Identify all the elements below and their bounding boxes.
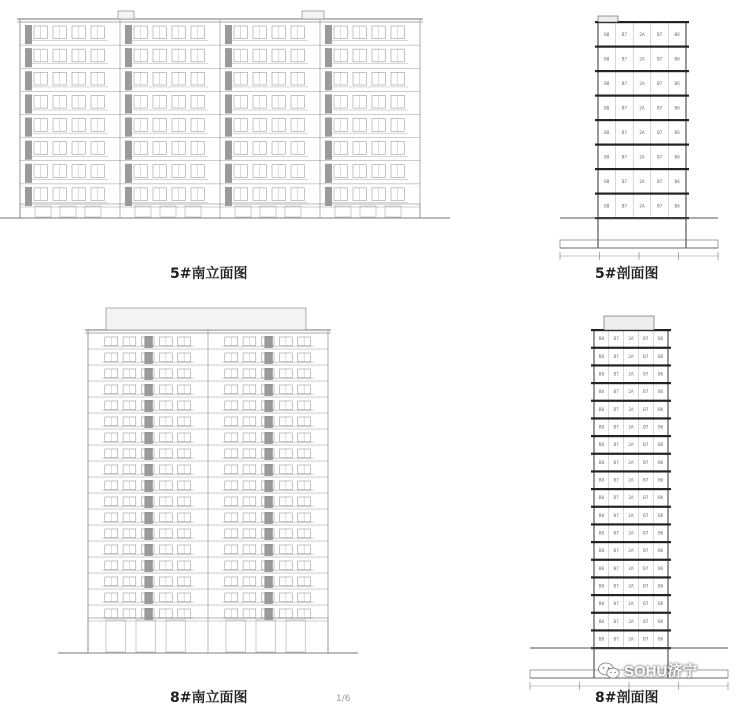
room-label: B6 xyxy=(657,424,664,430)
room-label: B7 xyxy=(621,203,628,209)
room-label: B6 xyxy=(674,203,680,209)
room-label: B7 xyxy=(656,179,663,185)
room-label: B7 xyxy=(656,56,663,62)
room-label: 2A xyxy=(639,32,645,38)
room-label: B6 xyxy=(674,179,680,185)
room-label: B7 xyxy=(643,424,649,430)
room-label: B6 xyxy=(674,130,680,136)
room-label: B6 xyxy=(657,477,664,483)
room-label: B7 xyxy=(613,495,619,501)
room-label: B8 xyxy=(598,618,605,624)
room-label: 2A xyxy=(628,601,634,607)
room-label: B7 xyxy=(621,179,628,185)
room-label: B6 xyxy=(657,336,664,342)
room-label: B6 xyxy=(657,512,664,518)
room-label: B8 xyxy=(604,179,610,185)
room-label: 2A xyxy=(639,154,645,160)
caption-5-section: 5#剖面图 xyxy=(595,266,659,282)
room-label: B7 xyxy=(613,442,619,448)
room-label: B6 xyxy=(657,371,664,377)
room-label: B8 xyxy=(604,154,610,160)
room-label: B7 xyxy=(643,336,649,342)
room-label: B7 xyxy=(643,442,649,448)
room-label: B7 xyxy=(613,389,619,395)
room-label: B8 xyxy=(598,583,605,589)
room-label: B6 xyxy=(657,618,664,624)
room-label: B7 xyxy=(656,105,663,111)
room-label: B6 xyxy=(657,353,664,359)
room-label: B8 xyxy=(598,442,605,448)
room-label: 2A xyxy=(628,424,634,430)
room-label: B7 xyxy=(613,565,619,571)
room-label: B6 xyxy=(657,530,664,536)
room-label: B8 xyxy=(598,353,605,359)
room-label: B6 xyxy=(674,154,680,160)
sohu-watermark xyxy=(598,660,697,681)
room-label: B7 xyxy=(613,530,619,536)
room-label: B8 xyxy=(598,601,605,607)
room-label: B8 xyxy=(598,495,605,501)
room-label: B7 xyxy=(613,618,619,624)
room-label: B7 xyxy=(656,130,663,136)
room-label: 2A xyxy=(628,636,634,642)
room-label: B6 xyxy=(674,56,680,62)
room-label: B8 xyxy=(604,56,610,62)
room-label: 2A xyxy=(628,512,634,518)
room-label: B8 xyxy=(598,389,605,395)
room-label: 2A xyxy=(628,353,634,359)
room-label: 2A xyxy=(628,548,634,554)
room-label: B8 xyxy=(598,548,605,554)
page-indicator: 1/6 xyxy=(336,694,351,704)
room-label: B7 xyxy=(621,105,628,111)
room-label: B7 xyxy=(643,495,649,501)
room-label: B6 xyxy=(674,81,680,87)
room-label: B7 xyxy=(621,154,628,160)
room-label: B6 xyxy=(657,583,664,589)
room-label: 2A xyxy=(639,56,645,62)
room-label: B8 xyxy=(598,459,605,465)
room-label: B8 xyxy=(604,105,610,111)
room-label: B6 xyxy=(674,32,680,38)
room-label: 2A xyxy=(628,459,634,465)
room-label: B7 xyxy=(621,32,628,38)
room-label: B7 xyxy=(613,512,619,518)
room-label: 2A xyxy=(639,105,645,111)
room-label: 2A xyxy=(628,530,634,536)
room-label: B7 xyxy=(643,618,649,624)
room-label: B7 xyxy=(656,81,663,87)
room-label: B7 xyxy=(613,336,619,342)
room-label: B7 xyxy=(643,353,649,359)
room-label: B7 xyxy=(613,548,619,554)
section-8-drawing xyxy=(530,316,728,690)
room-label: B6 xyxy=(657,495,664,501)
room-label: B7 xyxy=(643,583,649,589)
room-label: B8 xyxy=(598,371,605,377)
caption-5-south-elevation: 5#南立面图 xyxy=(170,266,248,282)
wechat-icon xyxy=(598,662,620,680)
room-label: B6 xyxy=(674,105,680,111)
room-label: 2A xyxy=(639,203,645,209)
room-label: B7 xyxy=(656,154,663,160)
room-label: B7 xyxy=(613,424,619,430)
room-label: B8 xyxy=(598,336,605,342)
room-label: B7 xyxy=(613,353,619,359)
room-label: B6 xyxy=(657,459,664,465)
room-label: 2A xyxy=(628,618,634,624)
room-label: B7 xyxy=(643,601,649,607)
room-label: 2A xyxy=(639,179,645,185)
room-label: B7 xyxy=(621,56,628,62)
room-label: 2A xyxy=(628,336,634,342)
room-label: B8 xyxy=(604,130,610,136)
elevation-8-drawing xyxy=(58,308,358,653)
room-label: B6 xyxy=(657,442,664,448)
room-label: B8 xyxy=(598,512,605,518)
room-label: B7 xyxy=(656,32,663,38)
room-label: B7 xyxy=(613,583,619,589)
room-label: B7 xyxy=(656,203,663,209)
room-label: B7 xyxy=(643,636,649,642)
room-label: 2A xyxy=(639,81,645,87)
room-label: B6 xyxy=(657,389,664,395)
room-label: B7 xyxy=(643,459,649,465)
room-label: 2A xyxy=(628,495,634,501)
watermark-text: SOHU济宁 xyxy=(624,663,698,680)
room-label: B8 xyxy=(598,424,605,430)
room-label: B8 xyxy=(604,203,610,209)
room-label: B7 xyxy=(621,130,628,136)
room-label: 2A xyxy=(628,371,634,377)
room-label: B6 xyxy=(657,636,664,642)
room-label: 2A xyxy=(628,389,634,395)
room-label: B7 xyxy=(613,371,619,377)
room-label: B8 xyxy=(598,636,605,642)
room-label: B8 xyxy=(598,565,605,571)
room-label: 2A xyxy=(628,565,634,571)
room-label: 2A xyxy=(628,442,634,448)
room-label: 2A xyxy=(628,583,634,589)
room-label: 2A xyxy=(628,477,634,483)
caption-8-south-elevation: 8#南立面图 xyxy=(170,690,248,706)
room-label: B7 xyxy=(613,636,619,642)
room-label: B7 xyxy=(643,477,649,483)
room-label: B7 xyxy=(643,406,649,412)
room-label: B7 xyxy=(621,81,628,87)
section-5-drawing xyxy=(560,16,718,260)
room-label: B7 xyxy=(613,601,619,607)
room-label: B7 xyxy=(613,406,619,412)
room-label: B6 xyxy=(657,565,664,571)
room-label: 2A xyxy=(639,130,645,136)
room-label: B7 xyxy=(613,459,619,465)
caption-8-section: 8#剖面图 xyxy=(595,690,659,706)
room-label: B7 xyxy=(643,530,649,536)
room-label: B6 xyxy=(657,601,664,607)
room-label: B7 xyxy=(613,477,619,483)
elevation-5-drawing xyxy=(0,11,450,218)
room-label: B7 xyxy=(643,512,649,518)
room-label: B6 xyxy=(657,406,664,412)
room-label: B8 xyxy=(604,81,610,87)
room-label: B8 xyxy=(598,530,605,536)
room-label: 2A xyxy=(628,406,634,412)
room-label: B8 xyxy=(598,406,605,412)
room-label: B8 xyxy=(598,477,605,483)
room-label: B6 xyxy=(657,548,664,554)
room-label: B8 xyxy=(604,32,610,38)
room-label: B7 xyxy=(643,565,649,571)
room-label: B7 xyxy=(643,548,649,554)
room-label: B7 xyxy=(643,389,649,395)
room-label: B7 xyxy=(643,371,649,377)
